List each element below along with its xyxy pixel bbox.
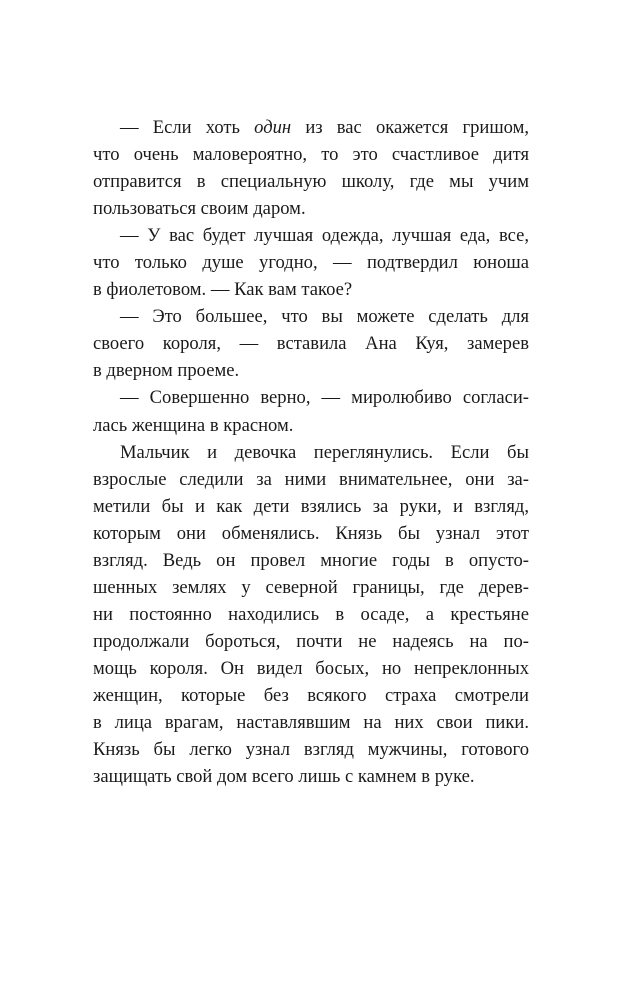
text-line: которым они обменялись. Князь бы узнал этот: [93, 522, 529, 544]
text-line: отправится в специальную школу, где мы учим: [93, 171, 529, 193]
text-segment: — Если хоть: [120, 117, 255, 138]
text-line: продолжали бороться, почти не надеясь на по-: [93, 630, 529, 652]
body-text: [93, 114, 529, 790]
text-line: — Совершенно верно, — миролюбиво согласи-: [120, 387, 529, 409]
text-line: — Это большее, что вы можете сделать для: [120, 306, 529, 328]
emphasized-word: один: [254, 117, 292, 138]
text-line: что только душе угодно, — подтвердил юноша: [93, 252, 529, 274]
text-line: что очень маловероятно, то это счастливое дитя: [93, 144, 529, 166]
text-line: Мальчик и девочка переглянулись. Если бы: [120, 441, 529, 463]
text-line: взрослые следили за ними внимательнее, они за-: [93, 468, 529, 490]
text-line: в лица врагам, наставлявшим на них свои пики.: [93, 712, 529, 734]
text-segment: из вас окажется гришом,: [291, 117, 529, 138]
text-line: женщин, которые без всякого страха смотрели: [93, 684, 529, 706]
text-line: взгляд. Ведь он провел многие годы в опусто-: [93, 549, 529, 571]
text-line: [93, 114, 529, 141]
text-line: мощь короля. Он видел босых, но непреклонных: [93, 657, 529, 679]
text-line: — У вас будет лучшая одежда, лучшая еда, все,: [120, 225, 529, 247]
text-line: защищать свой дом всего лишь с камнем в руке.: [93, 766, 475, 788]
text-line: шенных землях у северной границы, где дерев-: [93, 576, 529, 598]
text-line: в фиолетовом. — Как вам такое?: [93, 279, 353, 301]
text-line: лась женщина в красном.: [93, 414, 294, 436]
text-line: в дверном проеме.: [93, 360, 240, 382]
text-line: Князь бы легко узнал взгляд мужчины, готового: [93, 739, 529, 761]
text-line: метили бы и как дети взялись за руки, и взгляд,: [93, 495, 529, 517]
text-line: своего короля, — вставила Ана Куя, замерев: [93, 333, 529, 355]
text-line: ни постоянно находились в осаде, а крестьяне: [93, 603, 529, 625]
text-line: пользоваться своим даром.: [93, 198, 306, 220]
